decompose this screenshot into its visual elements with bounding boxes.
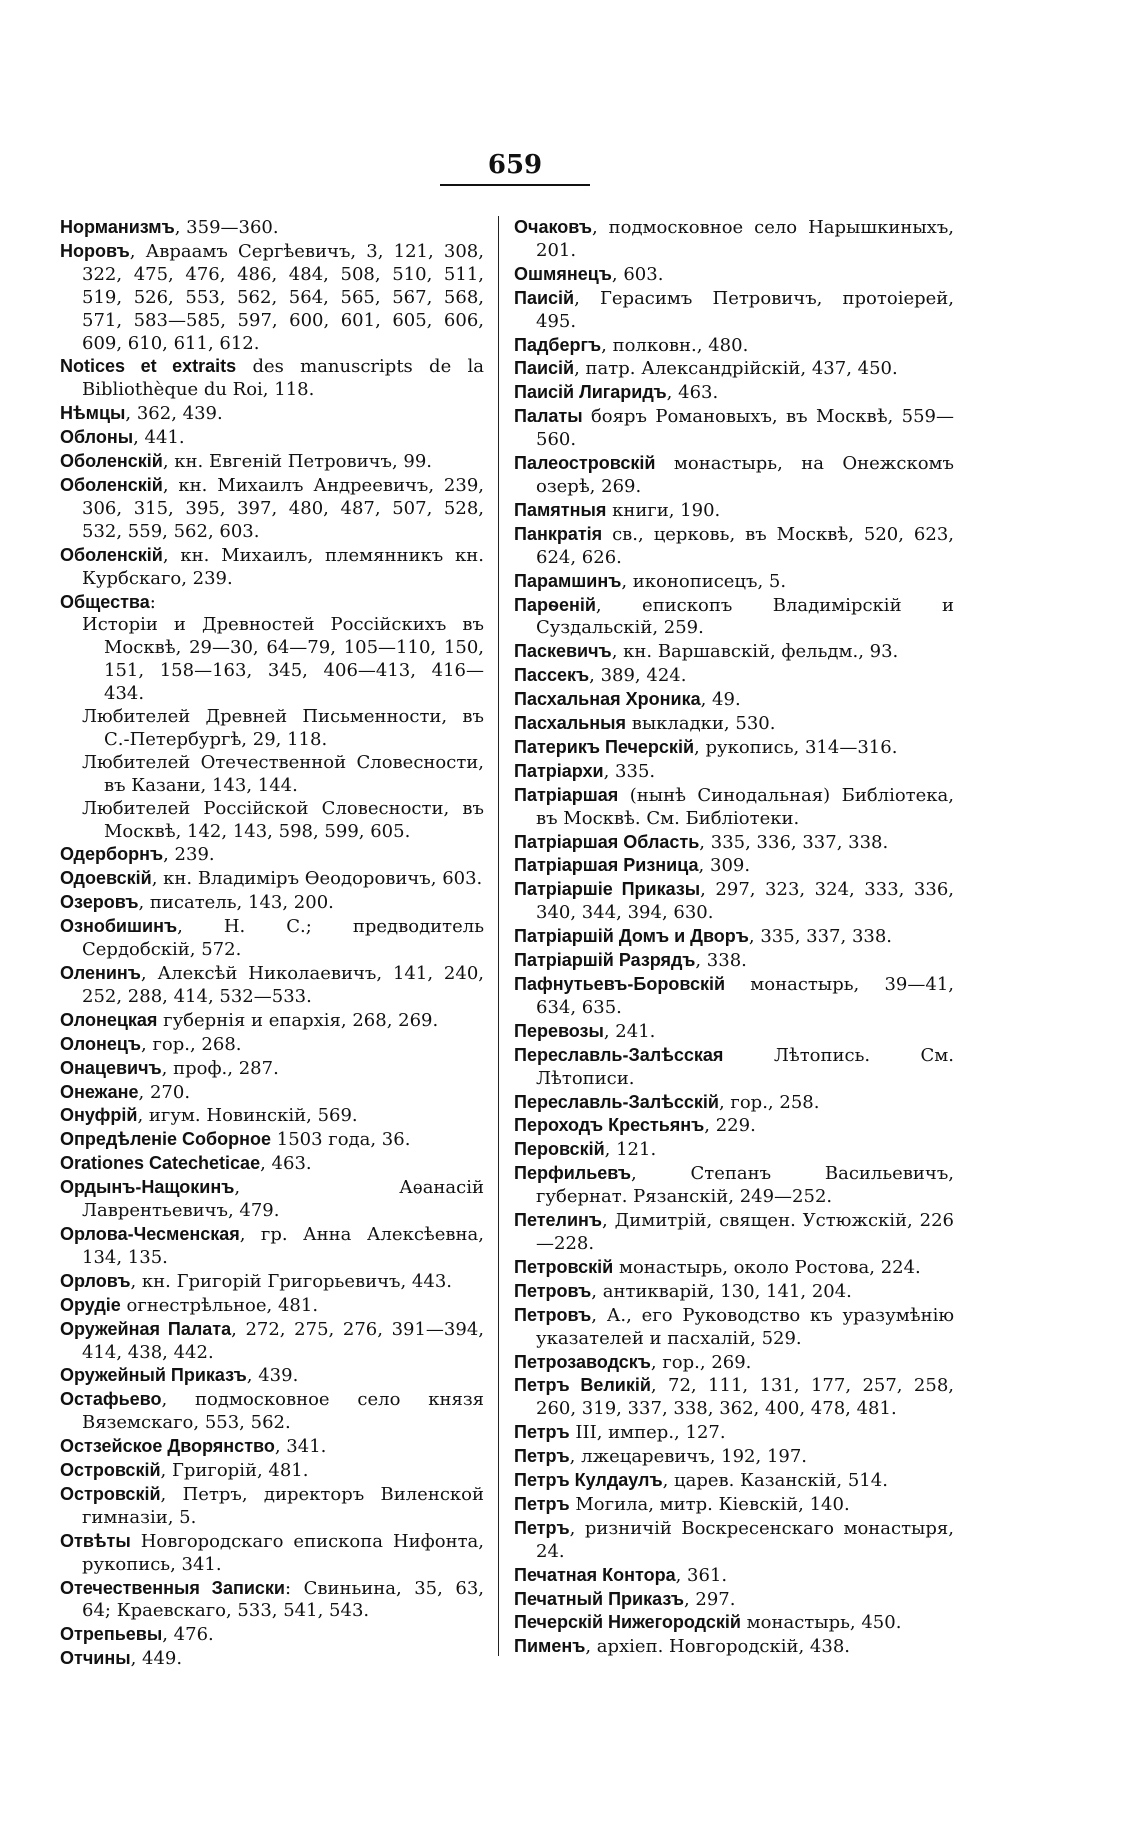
index-entry	[60, 1435, 484, 1459]
left-column	[60, 216, 484, 1671]
entry-text: Могила, митр. Кіевскій, 140.	[569, 1493, 850, 1515]
index-entry	[514, 452, 954, 499]
entry-text: , Григорій, 481.	[160, 1460, 309, 1482]
index-entry	[514, 1611, 954, 1635]
index-entry	[60, 843, 484, 867]
entry-headword: Очаковъ	[514, 217, 592, 237]
entry-headword: Перевозы	[514, 1020, 604, 1041]
index-entry	[60, 1104, 484, 1128]
entry-text: , кн. Григорій Григорьевичъ, 443.	[130, 1270, 453, 1292]
entry-text: , 272, 275, 276, 391—394, 414, 438, 442.	[82, 1318, 484, 1363]
index-entry	[514, 712, 954, 736]
entry-text: , гор., 268.	[141, 1033, 242, 1055]
entry-headword: Петровскій	[514, 1256, 614, 1277]
entry-headword: Норовъ	[60, 240, 130, 261]
entry-headword: Озеровъ	[60, 892, 139, 913]
entry-headword: Палаты	[514, 406, 583, 427]
index-entry	[514, 688, 954, 712]
entry-text: , 338.	[695, 950, 747, 972]
index-entry	[60, 706, 484, 752]
index-entry	[60, 1033, 484, 1057]
entry-headword: Остафьево	[60, 1389, 162, 1410]
entry-headword: Пафнутьевъ-Боровскій	[514, 974, 726, 994]
entry-text: , Аѳанасій Лаврентьевичъ, 479.	[82, 1177, 484, 1222]
entry-text: выкладки, 530.	[626, 713, 776, 735]
entry-text: , 439.	[246, 1365, 299, 1387]
entry-text: , лжецаревичъ, 192, 197.	[569, 1446, 808, 1468]
entry-text: , 335, 337, 338.	[748, 926, 893, 948]
entry-text: , 297, 323, 324, 333, 336, 340, 344, 394, 630.	[536, 879, 954, 924]
entry-headword: Пероходъ Крестьянъ	[514, 1115, 705, 1136]
entry-text: огнестрѣльное, 481.	[120, 1294, 319, 1316]
index-entry	[60, 798, 484, 844]
index-entry	[60, 591, 484, 615]
entry-headword: Общества	[60, 591, 150, 612]
entry-text: , проф., 287.	[161, 1057, 279, 1079]
entry-text: , писатель, 143, 200.	[138, 892, 334, 914]
entry-headword: Петрозаводскъ	[514, 1351, 651, 1372]
entry-text: , Петръ, директоръ Виленской гимназіи, 5.	[82, 1483, 484, 1528]
entry-headword: Перовскій	[514, 1139, 605, 1160]
index-entry	[514, 831, 954, 855]
index-entry	[60, 1294, 484, 1318]
entry-text: , 49.	[700, 689, 741, 711]
entry-text: , кн. Михаилъ Андреевичъ, 239, 306, 315, 395, 397, 480, 487, 507, 528, 532, 559, 562, 603.	[82, 474, 484, 542]
index-entry	[514, 784, 954, 831]
entry-text: III, импер., 127.	[569, 1422, 726, 1444]
index-entry	[514, 925, 954, 949]
index-entry	[514, 499, 954, 523]
index-entry	[514, 1469, 954, 1493]
entry-headword: Оружейный Приказъ	[60, 1365, 247, 1386]
entry-text: , гр. Анна Алексѣевна, 134, 135.	[82, 1223, 484, 1268]
index-entry	[60, 1057, 484, 1081]
entry-text: , кн. Михаилъ, племянникъ кн. Курбскаго, 239.	[82, 544, 484, 589]
entry-text: , гор., 269.	[650, 1351, 752, 1373]
index-entry	[514, 287, 954, 334]
index-entry	[514, 760, 954, 784]
entry-text: , 463.	[666, 382, 719, 404]
entry-text: Любителей Отечественной Словесности, въ Казани, 143, 144.	[82, 751, 484, 796]
entry-text: , 297.	[683, 1588, 736, 1610]
entry-headword: Онежане	[60, 1081, 139, 1102]
index-entry	[514, 1445, 954, 1469]
entry-headword: Отечественныя Записки	[60, 1577, 285, 1598]
index-entry	[514, 357, 954, 381]
page-number: 659	[487, 150, 543, 180]
entry-headword: Паисій Лигаридъ	[514, 382, 667, 403]
index-entry	[60, 402, 484, 426]
entry-headword: Норманизмъ	[60, 217, 175, 237]
entry-text: (нынѣ Синодальная) Библіотека, въ Москвѣ. См. Библіотеки.	[536, 784, 954, 829]
entry-text: , рукопись, 314—316.	[694, 736, 898, 758]
entry-headword: Остзейское Дворянство	[60, 1436, 275, 1457]
entry-text: , 463.	[260, 1153, 312, 1175]
index-entry	[60, 614, 484, 706]
index-entry	[60, 1647, 484, 1671]
entry-text: бояръ Романовыхъ, въ Москвѣ, 559—560.	[536, 406, 954, 451]
entry-text: , 603.	[611, 263, 664, 285]
entry-headword: Петровъ	[514, 1280, 592, 1301]
index-entry	[60, 1483, 484, 1530]
index-entry	[60, 1364, 484, 1388]
entry-text: des manuscripts de la Bibliothèque du Roi, 118.	[82, 356, 484, 401]
index-entry	[514, 570, 954, 594]
entry-text: , 241.	[603, 1020, 656, 1042]
entry-text: , епископъ Владимірскій и Суздальскій, 259.	[536, 594, 954, 639]
entry-text: , 441.	[133, 427, 185, 449]
entry-headword: Онацевичъ	[60, 1057, 162, 1078]
entry-headword: Ошмянецъ	[514, 263, 612, 284]
header-rule	[440, 184, 590, 186]
index-entry	[514, 640, 954, 664]
index-entry	[514, 1517, 954, 1564]
entry-headword: Петелинъ	[514, 1210, 603, 1231]
entry-headword: Патріаршій Домъ и Дворъ	[514, 926, 749, 947]
entry-text: Исторіи и Древностей Россійскихъ въ Москвѣ, 29—30, 64—79, 105—110, 150, 151, 158—163, 345, 406—413, 416—434.	[82, 614, 484, 705]
entry-text: , 239.	[163, 844, 215, 866]
index-entry	[514, 523, 954, 570]
entry-text: , 476.	[162, 1624, 214, 1646]
entry-headword: Notices et extraits	[60, 356, 237, 377]
entry-text: , подмосковное село князя Вяземскаго, 553, 562.	[82, 1389, 484, 1434]
index-entry	[60, 1318, 484, 1365]
index-entry	[514, 334, 954, 358]
entry-text: , 359—360.	[174, 217, 279, 238]
entry-text: , 362, 439.	[125, 403, 223, 425]
entry-headword: Облоны	[60, 427, 134, 448]
index-entry	[514, 263, 954, 287]
entry-text: :	[149, 591, 156, 613]
entry-headword: Пименъ	[514, 1636, 586, 1657]
entry-text: , иконописецъ, 5.	[621, 570, 787, 592]
entry-headword: Пасхальная Хроника	[514, 689, 701, 710]
entry-headword: Опредѣленіе Соборное	[60, 1129, 272, 1150]
entry-text: , полковн., 480.	[601, 334, 749, 356]
entry-text: , 72, 111, 131, 177, 257, 258, 260, 319, 337, 338, 362, 400, 478, 481.	[536, 1375, 954, 1420]
entry-text: , подмосковное село Нарышкиныхъ, 201.	[536, 217, 954, 261]
entry-text: 1503 года, 36.	[271, 1129, 411, 1151]
index-entry	[514, 1374, 954, 1421]
entry-text: , 270.	[138, 1081, 191, 1103]
index-entry	[514, 1138, 954, 1162]
index-entry	[514, 1304, 954, 1351]
index-entry	[60, 1176, 484, 1223]
entry-text: , 309.	[698, 855, 751, 877]
entry-headword: Петръ Кулдаулъ	[514, 1470, 663, 1491]
entry-text: , 335, 336, 337, 338.	[699, 831, 889, 853]
entry-headword: Orationes Catecheticae	[60, 1153, 261, 1174]
entry-headword: Падбергъ	[514, 334, 602, 355]
entry-headword: Пассекъ	[514, 665, 590, 686]
entry-text: книги, 190.	[606, 499, 721, 521]
entry-text: , Степанъ Васильевичъ, губернат. Рязанскій, 249—252.	[536, 1163, 954, 1208]
entry-headword: Патріаршая	[514, 784, 619, 805]
entry-headword: Петровъ	[514, 1304, 592, 1325]
index-entry	[60, 1081, 484, 1105]
index-entry	[514, 216, 954, 263]
entry-headword: Ордынъ-Нащокинъ	[60, 1177, 235, 1198]
index-entry	[514, 1280, 954, 1304]
entry-headword: Парѳеній	[514, 594, 596, 615]
entry-text: , гор., 258.	[718, 1091, 820, 1113]
entry-text: монастырь, на Онежскомъ озерѣ, 269.	[536, 453, 954, 497]
index-entry	[60, 450, 484, 474]
entry-headword: Олонецкая	[60, 1009, 158, 1030]
entry-text: , кн. Евгеній Петровичъ, 99.	[162, 451, 433, 473]
index-entry	[514, 1162, 954, 1209]
index-entry	[60, 915, 484, 962]
entry-text: : Свиньина, 35, 63, 64; Краевскаго, 533, 541, 543.	[82, 1577, 484, 1622]
entry-text: , 335.	[603, 760, 656, 782]
entry-headword: Перфильевъ	[514, 1163, 632, 1184]
entry-headword: Отчины	[60, 1648, 131, 1669]
entry-text: , архіеп. Новгородскій, 438.	[585, 1636, 851, 1658]
index-entry	[60, 962, 484, 1009]
entry-headword: Петръ	[514, 1446, 570, 1467]
entry-headword: Патріаршая Ризница	[514, 855, 699, 876]
column-divider	[498, 216, 499, 1656]
entry-text: монастырь, 39—41, 634, 635.	[536, 974, 954, 1018]
index-entry	[514, 949, 954, 973]
index-entry	[514, 1564, 954, 1588]
entry-text: монастырь, 450.	[740, 1612, 902, 1634]
entry-headword: Палеостровскій	[514, 453, 656, 474]
entry-headword: Парамшинъ	[514, 570, 622, 591]
entry-text: , 341.	[274, 1436, 327, 1458]
entry-text: Любителей Россійской Словесности, въ Москвѣ, 142, 143, 598, 599, 605.	[82, 797, 484, 842]
entry-headword: Отвѣты	[60, 1530, 131, 1551]
index-entry	[514, 1588, 954, 1612]
entry-headword: Переславль-Залѣсская	[514, 1044, 724, 1065]
index-entry	[514, 381, 954, 405]
index-entry	[514, 405, 954, 452]
index-entry	[514, 1044, 954, 1091]
index-entry	[60, 1577, 484, 1624]
entry-text: , А., его Руководство къ уразумѣнію указателей и пасхалій, 529.	[536, 1304, 954, 1349]
index-entry	[514, 736, 954, 760]
index-entry	[514, 878, 954, 925]
entry-text: , Н. С.; предводитель Сердобскій, 572.	[82, 916, 484, 961]
entry-text: , кн. Варшавскій, фельдм., 93.	[611, 641, 899, 663]
index-entry	[60, 1128, 484, 1152]
entry-text: Новгородскаго епископа Нифонта, рукопись, 341.	[82, 1530, 484, 1575]
index-entry	[60, 240, 484, 356]
entry-text: св., церковь, въ Москвѣ, 520, 623, 624, 626.	[536, 523, 954, 568]
index-entry	[60, 867, 484, 891]
index-entry	[60, 426, 484, 450]
index-entry	[60, 355, 484, 402]
entry-text: , 389, 424.	[589, 665, 687, 687]
entry-headword: Патріархи	[514, 760, 604, 781]
entry-headword: Оленинъ	[60, 963, 141, 983]
index-entry	[60, 216, 484, 240]
entry-headword: Отрепьевы	[60, 1624, 163, 1645]
entry-headword: Петръ	[514, 1422, 570, 1443]
index-entry	[514, 1421, 954, 1445]
entry-text: монастырь, около Ростова, 224.	[613, 1256, 921, 1278]
entry-text: , игум. Новинскій, 569.	[137, 1105, 358, 1127]
entry-headword: Пасхальныя	[514, 713, 626, 734]
entry-text: Лѣтопись. См. Лѣтописи.	[536, 1044, 954, 1089]
index-entry	[514, 1020, 954, 1044]
entry-text: , Алексѣй Николаевичъ, 141, 240, 252, 288, 414, 532—533.	[82, 963, 484, 1007]
entry-headword: Печатная Контора	[514, 1564, 676, 1585]
index-entry	[60, 1152, 484, 1176]
entry-headword: Одоевскій	[60, 868, 152, 889]
right-column	[514, 216, 954, 1659]
index-entry	[60, 1009, 484, 1033]
entry-headword: Печатный Приказъ	[514, 1588, 684, 1609]
index-entry	[514, 1209, 954, 1256]
entry-headword: Оболенскій	[60, 451, 163, 472]
entry-text: , 229.	[704, 1115, 756, 1137]
entry-text: , антикварій, 130, 141, 204.	[591, 1280, 852, 1302]
entry-text: Любителей Древней Письменности, въ С.-Петербургѣ, 29, 118.	[82, 706, 484, 750]
entry-text: , Авраамъ Сергѣевичъ, 3, 121, 308, 322, 475, 476, 486, 484, 508, 510, 511, 519, 526, 553, 562, 564, 565, 567, 568, 571, 583—585, 597, 600, 601, 605, 606, 609, 610, 611, 612.	[82, 240, 484, 354]
index-entry	[514, 1114, 954, 1138]
entry-text: , патр. Александрійскій, 437, 450.	[574, 358, 898, 380]
entry-headword: Нѣмцы	[60, 403, 126, 424]
entry-headword: Патерикъ Печерскій	[514, 736, 695, 757]
entry-text: , царев. Казанскій, 514.	[662, 1470, 888, 1492]
entry-headword: Панкратія	[514, 523, 603, 544]
index-entry	[60, 1530, 484, 1577]
entry-headword: Оружейная Палата	[60, 1318, 232, 1339]
entry-headword: Петръ	[514, 1517, 570, 1538]
entry-headword: Переславль-Залѣсскій	[514, 1091, 719, 1112]
entry-headword: Орудіе	[60, 1294, 121, 1315]
entry-headword: Патріаршая Область	[514, 831, 700, 852]
entry-headword: Паисій	[514, 287, 575, 308]
entry-text: , 361.	[675, 1564, 728, 1586]
index-entry	[514, 1493, 954, 1517]
entry-headword: Патріаршіе Приказы	[514, 879, 701, 900]
entry-headword: Орловъ	[60, 1270, 131, 1291]
index-entry	[60, 544, 484, 591]
index-entry	[60, 1270, 484, 1294]
entry-headword: Петръ Великій	[514, 1375, 651, 1396]
entry-headword: Патріаршій Разрядъ	[514, 950, 696, 971]
entry-headword: Олонецъ	[60, 1033, 142, 1054]
index-entry	[514, 1351, 954, 1375]
index-entry	[514, 973, 954, 1020]
entry-text: , 121.	[604, 1139, 657, 1161]
entry-headword: Паисій	[514, 358, 575, 379]
entry-headword: Печерскій Нижегородскій	[514, 1612, 741, 1633]
entry-headword: Онуфрій	[60, 1105, 138, 1126]
index-entry	[60, 1388, 484, 1435]
index-entry	[514, 1091, 954, 1115]
entry-headword: Петръ	[514, 1493, 570, 1514]
index-entry	[60, 1459, 484, 1483]
entry-headword: Ознобишинъ	[60, 916, 178, 937]
entry-headword: Островскій	[60, 1460, 161, 1481]
entry-headword: Оболенскій	[60, 474, 163, 495]
index-entry	[60, 752, 484, 798]
entry-headword: Одерборнъ	[60, 844, 164, 865]
entry-text: , Димитрій, священ. Устюжскій, 226—228.	[536, 1210, 954, 1254]
index-entry	[514, 854, 954, 878]
index-entry	[514, 664, 954, 688]
index-entry	[514, 594, 954, 641]
index-entry	[514, 1256, 954, 1280]
entry-text: , ризничій Воскресенскаго монастыря, 24.	[536, 1517, 954, 1562]
entry-text: , 449.	[130, 1648, 183, 1670]
index-entry	[60, 1223, 484, 1270]
entry-text: губернія и епархія, 268, 269.	[157, 1009, 439, 1031]
entry-headword: Паскевичъ	[514, 641, 612, 662]
entry-headword: Оболенскій	[60, 544, 163, 565]
entry-headword: Орлова-Чесменская	[60, 1223, 240, 1244]
index-entry	[60, 474, 484, 544]
entry-text: , кн. Владиміръ Ѳеодоровичъ, 603.	[151, 868, 483, 890]
entry-text: , Герасимъ Петровичъ, протоіерей, 495.	[536, 287, 954, 332]
entry-headword: Островскій	[60, 1483, 161, 1504]
entry-headword: Памятныя	[514, 499, 607, 520]
index-entry	[514, 1635, 954, 1659]
index-entry	[60, 891, 484, 915]
index-entry	[60, 1623, 484, 1647]
